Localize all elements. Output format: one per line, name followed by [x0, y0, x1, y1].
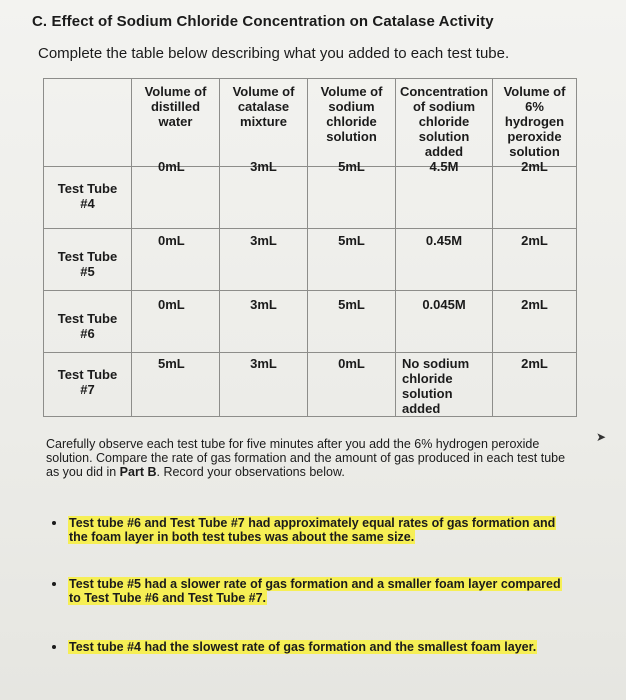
- cell-catalase: 3mL: [220, 167, 308, 229]
- cell-nacl-concentration: 0.45M: [396, 229, 493, 291]
- cell-nacl-volume: 5mL: [308, 167, 396, 229]
- cell-catalase: 3mL: [220, 291, 308, 353]
- cell-nacl-volume: 5mL: [308, 291, 396, 353]
- bullet-icon: [52, 582, 56, 586]
- observation-item: [52, 516, 572, 544]
- cell-peroxide: 2mL: [493, 353, 577, 417]
- table-instruction: Complete the table below describing what you added to each test tube.: [38, 45, 510, 62]
- observation-instructions: Carefully observe each test tube for five minutes after you add the 6% hydrogen peroxide solution. Compare the rate of gas formation and the amount of gas produced in each test tube as you did in Part B. Record your observations below.: [46, 437, 566, 479]
- observation-text: Test tube #6 and Test Tube #7 had approximately equal rates of gas formation and the foam layer in both test tubes was about the same size.: [69, 516, 556, 544]
- cell-water: 0mL: [132, 229, 220, 291]
- cell-water: 5mL: [132, 353, 220, 417]
- header-peroxide: Volume of 6% hydrogen peroxide solution: [493, 79, 577, 167]
- header-empty: [44, 79, 132, 167]
- table-row: [44, 291, 577, 353]
- cell-nacl-concentration: No sodium chloride solution added: [396, 353, 493, 417]
- catalase-table: [43, 78, 577, 417]
- bullet-icon: [52, 645, 56, 649]
- observation-item: [52, 577, 572, 605]
- cell-nacl-volume: 0mL: [308, 353, 396, 417]
- table-header-row: [44, 79, 577, 167]
- cell-water: 0mL: [132, 291, 220, 353]
- table-row: [44, 353, 577, 417]
- cell-catalase: 3mL: [220, 353, 308, 417]
- observation-text: Test tube #4 had the slowest rate of gas formation and the smallest foam layer.: [69, 640, 537, 654]
- row-label-tube-5: Test Tube #5: [44, 229, 132, 291]
- row-label-tube-4: Test Tube #4: [44, 167, 132, 229]
- cell-catalase: 3mL: [220, 229, 308, 291]
- cell-water: 0mL: [132, 167, 220, 229]
- table-row: [44, 167, 577, 229]
- header-water: Volume of distilled water: [132, 79, 220, 167]
- cursor-arrow-icon: ➤: [596, 430, 607, 444]
- observation-text: Test tube #5 had a slower rate of gas formation and a smaller foam layer compared to Test Tube #6 and Test Tube #7.: [69, 577, 561, 605]
- header-nacl-concentration: Concentration of sodium chloride solution added: [396, 79, 493, 167]
- cell-peroxide: 2mL: [493, 229, 577, 291]
- part-b-ref: Part B: [119, 465, 157, 479]
- header-nacl-volume: Volume of sodium chloride solution: [308, 79, 396, 167]
- cell-nacl-concentration: 0.045M: [396, 291, 493, 353]
- table-row: [44, 229, 577, 291]
- header-catalase: Volume of catalase mixture: [220, 79, 308, 167]
- cell-peroxide: 2mL: [493, 291, 577, 353]
- cell-peroxide: 2mL: [493, 167, 577, 229]
- cell-nacl-concentration: 4.5M: [396, 167, 493, 229]
- observation-item: [52, 640, 572, 654]
- bullet-icon: [52, 521, 56, 525]
- section-title: C. Effect of Sodium Chloride Concentration on Catalase Activity: [32, 13, 494, 30]
- row-label-tube-6: Test Tube #6: [44, 291, 132, 353]
- cell-nacl-volume: 5mL: [308, 229, 396, 291]
- row-label-tube-7: Test Tube #7: [44, 353, 132, 417]
